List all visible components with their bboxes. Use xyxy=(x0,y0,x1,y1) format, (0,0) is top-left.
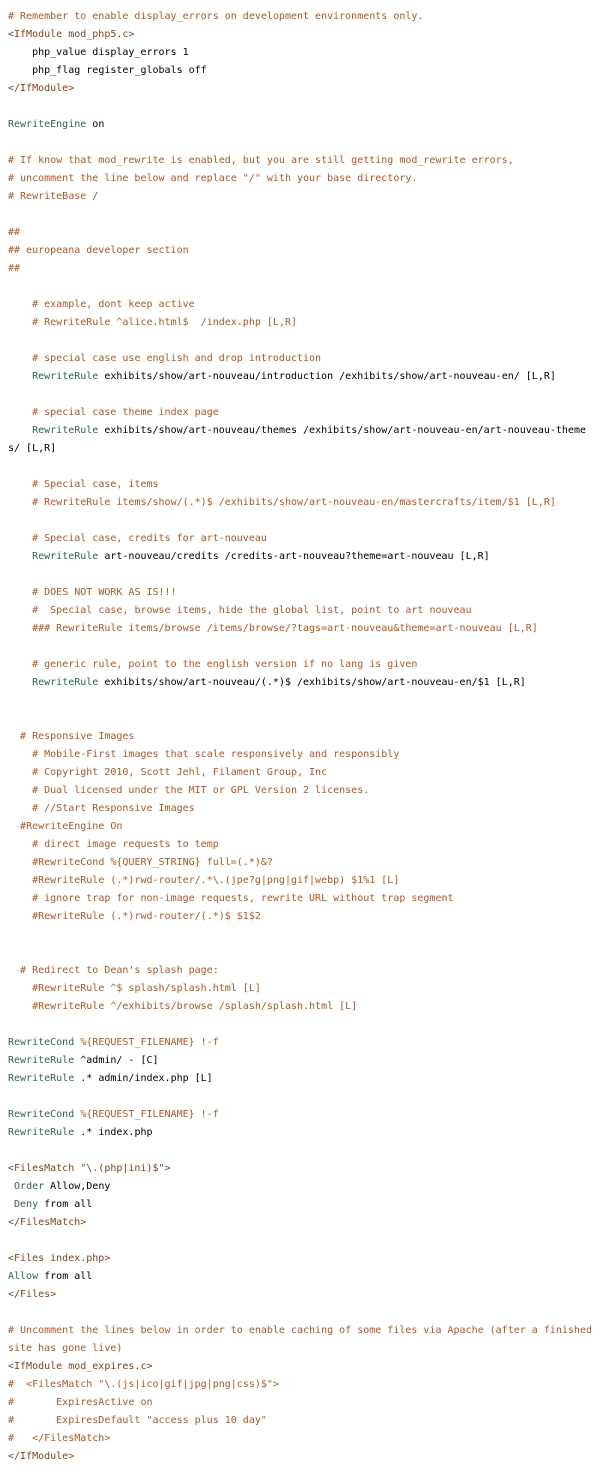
code-line xyxy=(8,8,594,26)
code-line xyxy=(8,260,594,278)
code-line xyxy=(8,548,594,566)
comment-text: # Mobile-First images that scale responsively and responsibly xyxy=(8,749,400,760)
code-line xyxy=(8,1196,594,1214)
code-line xyxy=(8,1304,594,1322)
code-line xyxy=(8,80,594,98)
comment-text: ## xyxy=(8,263,21,274)
code-line xyxy=(8,350,594,368)
code-line xyxy=(8,908,594,926)
code-line xyxy=(8,206,594,224)
directive-arguments: exhibits/show/art-nouveau/(.*)$ /exhibits/show/art-nouveau-en/$1 [L,R] xyxy=(98,677,526,688)
code-line xyxy=(8,1214,594,1232)
tag-text: <IfModule mod_expires.c> xyxy=(8,1361,153,1372)
code-line xyxy=(8,620,594,638)
code-line xyxy=(8,26,594,44)
directive-arguments: ^admin/ - [C] xyxy=(74,1055,159,1066)
tag-text: </IfModule> xyxy=(8,1451,75,1462)
code-line xyxy=(8,890,594,908)
comment-text: # Special case, items xyxy=(8,479,159,490)
directive-keyword: RewriteRule xyxy=(32,371,99,382)
comment-text: # RewriteBase / xyxy=(8,191,99,202)
comment-text: ## xyxy=(8,227,21,238)
code-line xyxy=(8,1322,599,1358)
code-line xyxy=(8,332,594,350)
directive-arguments: art-nouveau/credits /credits-art-nouveau?theme=art-nouveau [L,R] xyxy=(98,551,490,562)
code-line xyxy=(8,314,594,332)
code-line xyxy=(8,1376,594,1394)
code-line xyxy=(8,926,594,944)
directive-keyword: RewriteRule xyxy=(32,677,99,688)
comment-text: # Redirect to Dean's splash page: xyxy=(8,965,219,976)
comment-text: # RewriteRule ^alice.html$ /index.php [L,R] xyxy=(8,317,297,328)
directive-arguments: %{REQUEST_FILENAME} !-f xyxy=(74,1109,219,1120)
code-line xyxy=(8,116,594,134)
plain-text: php_value display_errors 1 xyxy=(8,47,189,58)
comment-text: # special case theme index page xyxy=(8,407,219,418)
directive-arguments: on xyxy=(86,119,105,130)
comment-text: # direct image requests to temp xyxy=(8,839,219,850)
code-line xyxy=(8,422,594,458)
comment-text: #RewriteRule ^/exhibits/browse /splash/splash.html [L] xyxy=(8,1001,358,1012)
comment-text: # //Start Responsive Images xyxy=(8,803,195,814)
comment-text: # Special case, browse items, hide the global list, point to art nouveau xyxy=(8,605,472,616)
directive-arguments: exhibits/show/art-nouveau/themes /exhibits/show/art-nouveau-en/art-nouveau-themes/ [L,R] xyxy=(8,425,586,454)
comment-text: # </FilesMatch> xyxy=(8,1433,111,1444)
code-line xyxy=(8,944,594,962)
code-line xyxy=(8,728,594,746)
code-line xyxy=(8,1124,594,1142)
code-line xyxy=(8,368,594,386)
comment-text: # Responsive Images xyxy=(8,731,135,742)
comment-text: #RewriteRule ^$ splash/splash.html [L] xyxy=(8,983,261,994)
code-line xyxy=(8,512,594,530)
comment-text: # uncomment the line below and replace "/" with your base directory. xyxy=(8,173,418,184)
code-line xyxy=(8,1394,594,1412)
code-line xyxy=(8,404,594,422)
code-line xyxy=(8,44,594,62)
code-line xyxy=(8,458,594,476)
comment-text: # generic rule, point to the english version if no lang is given xyxy=(8,659,418,670)
code-line xyxy=(8,584,594,602)
code-line xyxy=(8,188,594,206)
directive-keyword: RewriteRule xyxy=(8,1055,75,1066)
comment-text: #RewriteCond %{QUERY_STRING} full=(.*)&? xyxy=(8,857,273,868)
code-line xyxy=(8,1430,594,1448)
code-line xyxy=(8,962,594,980)
plain-text: php_flag register_globals off xyxy=(8,65,207,76)
code-line xyxy=(8,980,594,998)
code-line xyxy=(8,1142,594,1160)
code-line xyxy=(8,1160,594,1178)
directive-arguments: %{REQUEST_FILENAME} !-f xyxy=(74,1037,219,1048)
comment-text: # ExpiresActive on xyxy=(8,1397,153,1408)
comment-text: ## europeana developer section xyxy=(8,245,189,256)
directive-keyword: RewriteRule xyxy=(32,551,99,562)
code-line xyxy=(8,818,594,836)
code-line xyxy=(8,1448,594,1466)
comment-text: # If know that mod_rewrite is enabled, but you are still getting mod_rewrite errors, xyxy=(8,155,514,166)
code-line xyxy=(8,566,594,584)
tag-text: <Files index.php> xyxy=(8,1253,111,1264)
directive-keyword: RewriteCond xyxy=(8,1109,75,1120)
comment-text: # Remember to enable display_errors on development environments only. xyxy=(8,11,424,22)
code-line xyxy=(8,1178,594,1196)
tag-text: </IfModule> xyxy=(8,83,75,94)
code-line xyxy=(8,1034,594,1052)
code-line xyxy=(8,692,594,710)
comment-text: #RewriteRule (.*)rwd-router/(.*)$ $1$2 xyxy=(8,911,261,922)
comment-text: # Special case, credits for art-nouveau xyxy=(8,533,267,544)
comment-text: #RewriteRule (.*)rwd-router/.*\.(jpe?g|png|gif|webp) $1%1 [L] xyxy=(8,875,400,886)
code-line xyxy=(8,278,594,296)
code-line xyxy=(8,674,594,692)
code-line xyxy=(8,998,594,1016)
code-line xyxy=(8,1088,594,1106)
tag-text: <IfModule mod_php5.c> xyxy=(8,29,135,40)
code-line xyxy=(8,1358,594,1376)
code-line xyxy=(8,296,594,314)
directive-keyword: RewriteRule xyxy=(8,1127,75,1138)
code-line xyxy=(8,746,594,764)
code-line xyxy=(8,800,594,818)
directive-keyword: RewriteEngine xyxy=(8,119,87,130)
code-line xyxy=(8,1232,594,1250)
directive-arguments: exhibits/show/art-nouveau/introduction /exhibits/show/art-nouveau-en/ [L,R] xyxy=(98,371,556,382)
tag-text: </Files> xyxy=(8,1289,57,1300)
comment-text: # ignore trap for non-image requests, rewrite URL without trap segment xyxy=(8,893,454,904)
tag-text: <FilesMatch "\.(php|ini)$"> xyxy=(8,1163,171,1174)
code-line xyxy=(8,782,594,800)
comment-text: # RewriteRule items/show/(.*)$ /exhibits/show/art-nouveau-en/mastercrafts/item/$1 [L,R] xyxy=(8,497,556,508)
code-line xyxy=(8,1412,594,1430)
directive-keyword: Deny xyxy=(14,1199,39,1210)
directive-arguments: Allow,Deny xyxy=(44,1181,111,1192)
directive-arguments: .* index.php xyxy=(74,1127,153,1138)
comment-text: # ExpiresDefault "access plus 10 day" xyxy=(8,1415,267,1426)
comment-text: # Dual licensed under the MIT or GPL Version 2 licenses. xyxy=(8,785,370,796)
code-line xyxy=(8,224,594,242)
code-line xyxy=(8,170,594,188)
code-line xyxy=(8,854,594,872)
code-line xyxy=(8,710,594,728)
code-line xyxy=(8,1070,594,1088)
directive-keyword: Order xyxy=(14,1181,45,1192)
directive-arguments: from all xyxy=(38,1199,93,1210)
code-line xyxy=(8,1250,594,1268)
directive-keyword: Allow xyxy=(8,1271,39,1282)
code-line xyxy=(8,530,594,548)
directive-arguments: from all xyxy=(38,1271,93,1282)
code-line xyxy=(8,152,594,170)
code-line xyxy=(8,1286,594,1304)
comment-text: # DOES NOT WORK AS IS!!! xyxy=(8,587,177,598)
directive-keyword: RewriteCond xyxy=(8,1037,75,1048)
code-line xyxy=(8,98,594,116)
code-line xyxy=(8,476,594,494)
comment-text: # example, dont keep active xyxy=(8,299,195,310)
code-line xyxy=(8,764,594,782)
code-line xyxy=(8,656,594,674)
code-line xyxy=(8,1268,594,1286)
code-line xyxy=(8,62,594,80)
comment-text: # Copyright 2010, Scott Jehl, Filament Group, Inc xyxy=(8,767,328,778)
comment-text: # special case use english and drop introduction xyxy=(8,353,322,364)
directive-keyword: RewriteRule xyxy=(8,1073,75,1084)
code-line xyxy=(8,134,594,152)
directive-keyword: RewriteRule xyxy=(32,425,99,436)
code-line xyxy=(8,1106,594,1124)
code-line xyxy=(8,494,594,512)
tag-text: </FilesMatch> xyxy=(8,1217,87,1228)
code-line xyxy=(8,836,594,854)
code-line xyxy=(8,1052,594,1070)
code-line xyxy=(8,242,594,260)
code-line xyxy=(8,1016,594,1034)
comment-text: # Uncomment the lines below in order to enable caching of some files via Apache (after a finished site has gone live) xyxy=(8,1325,599,1354)
comment-text: #RewriteEngine On xyxy=(8,821,123,832)
code-line xyxy=(8,872,594,890)
comment-text: ### RewriteRule items/browse /items/browse/?tags=art-nouveau&theme=art-nouveau [L,R] xyxy=(8,623,538,634)
comment-text: # <FilesMatch "\.(js|ico|gif|jpg|png|css)$"> xyxy=(8,1379,279,1390)
code-line xyxy=(8,386,594,404)
code-line xyxy=(8,638,594,656)
code-line xyxy=(8,602,594,620)
directive-arguments: .* admin/index.php [L] xyxy=(74,1073,213,1084)
